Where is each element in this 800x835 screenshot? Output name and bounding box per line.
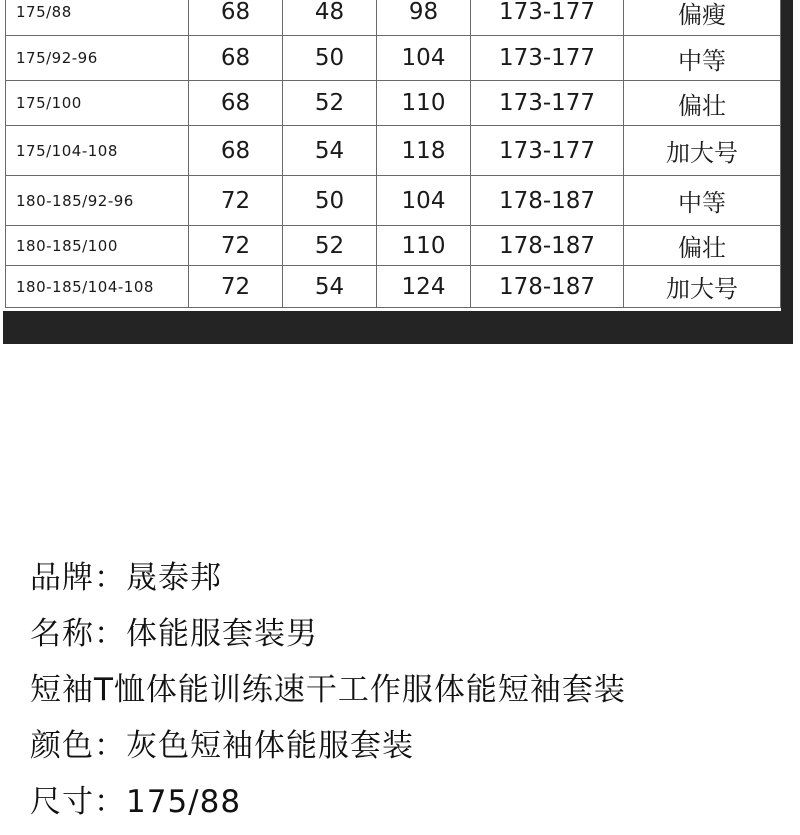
measurement-cell: 72 [189,266,283,308]
measurement-cell: 50 [283,176,377,226]
measurement-cell: 72 [189,226,283,266]
fit-cell: 中等 [624,176,781,226]
height-range-cell: 178-187 [471,176,624,226]
size-label-cell: 175/104-108 [6,126,189,176]
table-row [6,0,781,36]
table-row [6,226,781,266]
size-label-cell: 175/92-96 [6,36,189,81]
size-line: 尺寸：175/88 [30,784,242,820]
size-label-cell: 180-185/100 [6,226,189,266]
measurement-cell: 50 [283,36,377,81]
fit-cell: 偏壮 [624,81,781,126]
table-row [6,36,781,81]
size-chart-paper [3,0,781,311]
table-row [6,81,781,126]
measurement-cell: 124 [377,266,471,308]
height-range-cell: 178-187 [471,226,624,266]
measurement-cell: 68 [189,36,283,81]
measurement-cell: 110 [377,81,471,126]
measurement-cell: 52 [283,226,377,266]
size-label-cell: 180-185/92-96 [6,176,189,226]
size-chart-table [5,0,781,308]
measurement-cell: 68 [189,126,283,176]
fit-cell: 偏瘦 [624,0,781,36]
measurement-cell: 52 [283,81,377,126]
table-row [6,266,781,308]
size-label-cell: 175/88 [6,0,189,36]
color-line: 颜色：灰色短袖体能服套装 [30,728,414,764]
measurement-cell: 110 [377,226,471,266]
product-name-line: 名称：体能服套装男 [30,616,318,652]
fit-cell: 加大号 [624,266,781,308]
product-description-line: 短袖T恤体能训练速干工作服体能短袖套装 [30,672,626,708]
height-range-cell: 173-177 [471,36,624,81]
table-row [6,126,781,176]
height-range-cell: 173-177 [471,126,624,176]
height-range-cell: 173-177 [471,0,624,36]
measurement-cell: 72 [189,176,283,226]
measurement-cell: 68 [189,81,283,126]
table-row [6,176,781,226]
measurement-cell: 118 [377,126,471,176]
measurement-cell: 48 [283,0,377,36]
measurement-cell: 68 [189,0,283,36]
measurement-cell: 104 [377,36,471,81]
brand-line: 品牌：晟泰邦 [30,560,222,596]
measurement-cell: 54 [283,126,377,176]
product-info [30,555,790,835]
measurement-cell: 104 [377,176,471,226]
size-label-cell: 175/100 [6,81,189,126]
size-label-cell: 180-185/104-108 [6,266,189,308]
fit-cell: 偏壮 [624,226,781,266]
height-range-cell: 173-177 [471,81,624,126]
fit-cell: 加大号 [624,126,781,176]
height-range-cell: 178-187 [471,266,624,308]
fit-cell: 中等 [624,36,781,81]
size-chart-frame [3,0,793,344]
measurement-cell: 98 [377,0,471,36]
measurement-cell: 54 [283,266,377,308]
